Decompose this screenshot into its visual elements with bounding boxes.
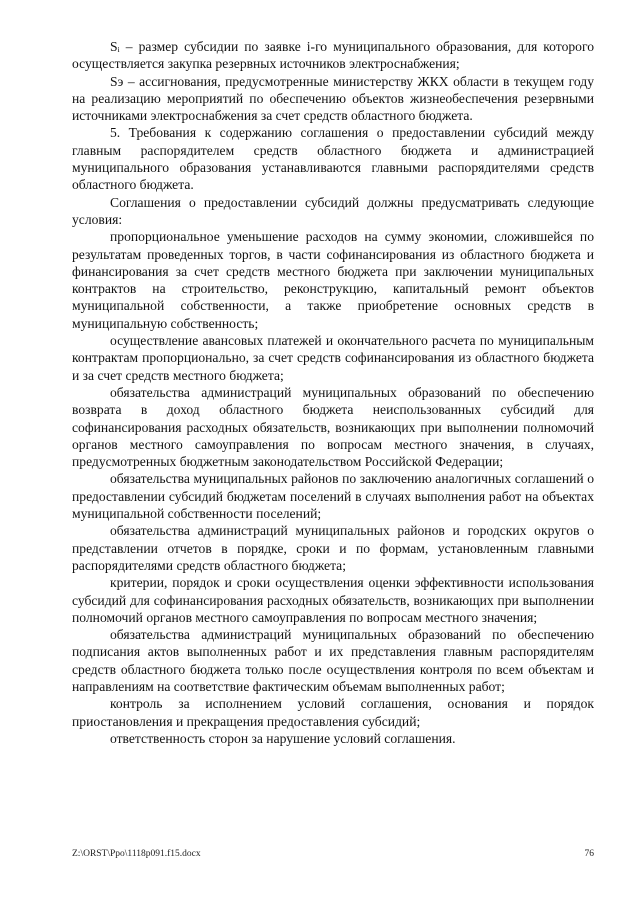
paragraph-condition-4: обязательства муниципальных районов по заключению аналогичных соглашений о предоставлении субсидий бюджетам поселений в случаях выполнения работ на объектах муниципальной собственности поселений;	[72, 471, 594, 522]
paragraph-condition-9: ответственность сторон за нарушение условий соглашения.	[110, 730, 456, 746]
page-number: 76	[584, 849, 594, 859]
paragraph-condition-7: обязательства администраций муниципальных образований по обеспечению подписания актов выполненных работ и их представления главным распорядителям средств областного бюджета только после осуществления контроля по всем объектам и направлениям на соответствие фактическим объемам выполненных работ;	[72, 627, 594, 694]
page-footer	[72, 848, 594, 860]
paragraph-condition-5: обязательства администраций муниципальных районов и городских округов о представлении отчетов в порядке, сроки и по формам, установленным главными распорядителями средств областного бюджета;	[72, 523, 594, 573]
footer-file-path: Z:\ORST\Ppo\1118p091.f15.docx	[72, 849, 201, 859]
paragraph-condition-6: критерии, порядок и сроки осуществления оценки эффективности использования субсидий для софинансирования расходных обязательств, возникающих при выполнении полномочий органов местного самоуправления по вопросам местного значения;	[72, 575, 594, 625]
paragraph-se-definition: Sэ – ассигнования, предусмотренные министерству ЖКХ области в текущем году на реализацию мероприятий по обеспечению объектов жизнеобеспечения резервными источниками электроснабжения за счет средств областного бюджета.	[72, 73, 594, 124]
document-body	[72, 38, 594, 747]
paragraph-section-5: 5. Требования к содержанию соглашения о предоставлении субсидий между главным распорядителем средств областного бюджета и администрацией муниципального образования устанавливаются главными распорядителями средств областного бюджета.	[72, 125, 594, 193]
paragraph-condition-8: контроль за исполнением условий соглашения, основания и порядок приостановления и прекращения предоставления субсидий;	[72, 696, 594, 729]
paragraph-condition-2: осуществление авансовых платежей и окончательного расчета по муниципальным контрактам пропорционально, за счет средств софинансирования из областного бюджета и за счет средств местного бюджета;	[72, 333, 594, 383]
paragraph-si-definition: Sᵢ – размер субсидии по заявке i-го муниципального образования, для которого осуществляется закупка резервных источников электроснабжения;	[72, 39, 594, 72]
paragraph-condition-3: обязательства администраций муниципальных образований по обеспечению возврата в доход областного бюджета неиспользованных субсидий для софинансирования расходных обязательств, возникающих при выполнении полномочий органов местного самоуправления по вопросам местного значения, в случаях, предусмотренных бюджетным законодательством Российской Федерации;	[72, 384, 594, 470]
paragraph-conditions-intro: Соглашения о предоставлении субсидий должны предусматривать следующие условия:	[72, 194, 594, 227]
paragraph-condition-1: пропорциональное уменьшение расходов на сумму экономии, сложившейся по результатам проведенных торгов, в части софинансирования из областного бюджета и финансирования за счет средств местного бюджета при заключении муниципальных контрактов на строительство, реконструкцию, капитальный ремонт объектов муниципальной собственности, а также приобретение основных средств в муниципальную собственность;	[72, 229, 594, 331]
